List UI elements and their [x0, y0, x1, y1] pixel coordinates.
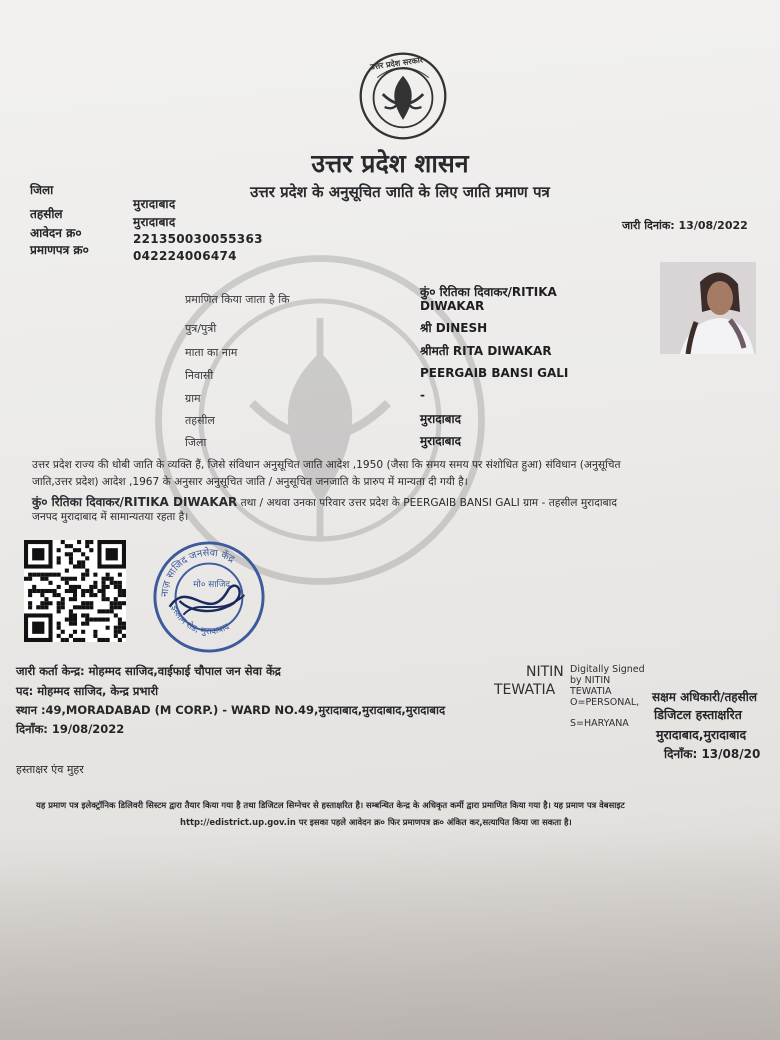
digital-sign-line-1: Digitally Signed: [570, 664, 645, 675]
page-subtitle: उत्तर प्रदेश के अनुसूचित जाति के लिए जाति प्रमाण पत्र: [250, 183, 550, 201]
field-label-tehsil: तहसील: [185, 414, 215, 427]
applicant-photo: [660, 262, 756, 354]
field-label-village: ग्राम: [185, 392, 201, 405]
field-label-certified: प्रमाणित किया जाता है कि: [185, 293, 290, 306]
meta-value-district: मुरादाबाद: [133, 197, 176, 211]
statement-line-3: [32, 493, 617, 510]
authority-place: मुरादाबाद,मुरादाबाद: [656, 727, 747, 742]
field-value-district: मुरादाबाद: [420, 434, 462, 448]
digital-sign-line-5: S=HARYANA: [570, 718, 629, 729]
digital-sign-line-2: by NITIN: [570, 675, 611, 686]
digital-sign-name-line-1: NITIN: [526, 664, 564, 680]
digital-sign-details: [570, 664, 645, 729]
field-value-resident: PEERGAIB BANSI GALI: [420, 366, 569, 380]
authority-date: दिनाँक: 13/08/20: [664, 747, 761, 761]
statement-line-4: जनपद मुरादाबाद में सामान्यतया रहता है।: [32, 511, 189, 523]
stamp-inner-text: मो० साजिद: [193, 580, 231, 591]
statement-line-2: जाति,उत्तर प्रदेश) आदेश ,1967 के अनुसार अनुसूचित जाति / अनुसूचित जनजाति के प्रारुप में मान्यता दी गयी है।: [32, 476, 468, 488]
authority-title: सक्षम अधिकारी/तहसील: [652, 690, 758, 704]
footer-line-1: यह प्रमाण पत्र इलेक्ट्रॉनिक डिलिवरी सिस्टम द्वारा तैयार किया गया है तथा डिजिटल सिग्नेचर से हस्ताक्षरित है। सम्बन्धित केन्द्र के अधिकृत कर्मी द्वारा प्रमाणित किया गया है। यह प्रमाण पत्र वेबसाइट: [36, 800, 625, 810]
meta-value-certificate-no: 042224006474: [133, 249, 237, 263]
meta-value-tehsil: मुरादाबाद: [133, 215, 176, 229]
statement-name: कुं० रितिका दिवाकर/RITIKA DIWAKAR: [32, 495, 238, 509]
field-value-name-cont: DIWAKAR: [420, 299, 485, 313]
meta-label-application-no: आवेदन क्र०: [30, 226, 82, 240]
field-label-district: जिला: [185, 436, 207, 449]
center-stamp-icon: [150, 538, 268, 656]
meta-value-application-no: 221350030055363: [133, 232, 263, 246]
issuer-date: दिनाँक: 19/08/2022: [16, 722, 125, 736]
meta-label-tehsil: तहसील: [30, 207, 63, 221]
authority-digital: डिजिटल हस्ताक्षरित: [654, 707, 742, 722]
field-value-name: कुं० रितिका दिवाकर/RITIKA: [420, 285, 557, 299]
meta-label-certificate-no: प्रमाणपत्र क्र०: [30, 243, 89, 257]
field-label-resident: निवासी: [185, 369, 214, 382]
field-label-child-of: पुत्र/पुत्री: [185, 322, 217, 335]
field-value-father: श्री DINESH: [420, 321, 488, 335]
stamp-outer-text: नाज़ साजिद जनसेवा केंद्र: [159, 547, 237, 598]
statement-line-1: उत्तर प्रदेश राज्य की धोबी जाति के व्यक्ति हैं, जिसे संविधान अनुसूचित जाति आदेश ,1950 (जैसा कि समय समय पर संशोधित हुआ) संविधान (अनुसूचित: [32, 459, 621, 471]
emblem-text: उत्तर प्रदेश सरकार: [369, 55, 424, 72]
issuer-place: स्थान :49,MORADABAD (M CORP.) - WARD NO.49,मुरादाबाद,मुरादाबाद,मुरादाबाद: [16, 703, 446, 717]
issue-date: जारी दिनांक: 13/08/2022: [622, 219, 748, 232]
issuer-post: पद: मोहम्मद साजिद, केन्द्र प्रभारी: [16, 684, 159, 698]
stamp-bottom-text: इस्लाम रोड, मुरादाबाद: [168, 604, 232, 637]
bottom-shadow: [0, 830, 780, 1040]
digital-sign-line-3: TEWATIA: [570, 686, 612, 697]
page-title: उत्तर प्रदेश शासन: [311, 149, 469, 178]
sign-and-seal-label: हस्ताक्षर एंव मुहर: [16, 763, 84, 776]
digital-sign-name-line-2: TEWATIA: [494, 682, 556, 698]
field-value-mother: श्रीमती RITA DIWAKAR: [420, 344, 552, 358]
meta-label-district: जिला: [30, 183, 54, 197]
qr-code-icon: [24, 540, 126, 642]
field-value-tehsil: मुरादाबाद: [420, 412, 462, 426]
statement-line-3-rest: तथा / अथवा उनका परिवार उत्तर प्रदेश के PEERGAIB BANSI GALI ग्राम - तहसील मुरादाबाद: [237, 497, 618, 509]
field-label-mother: माता का नाम: [185, 346, 238, 359]
issuer-center: जारी कर्ता केन्द्र: मोहम्मद साजिद,वाईफाई चौपाल जन सेवा केंद्र: [16, 664, 281, 678]
footer-line-2: http://edistrict.up.gov.in पर इसका पहले आवेदन क्र० फिर प्रमाणपत्र क्र० अंकित कर,सत्यापित किया जा सकता है।: [180, 817, 572, 827]
field-value-village: -: [420, 388, 425, 402]
digital-sign-line-4: O=PERSONAL,: [570, 697, 640, 708]
